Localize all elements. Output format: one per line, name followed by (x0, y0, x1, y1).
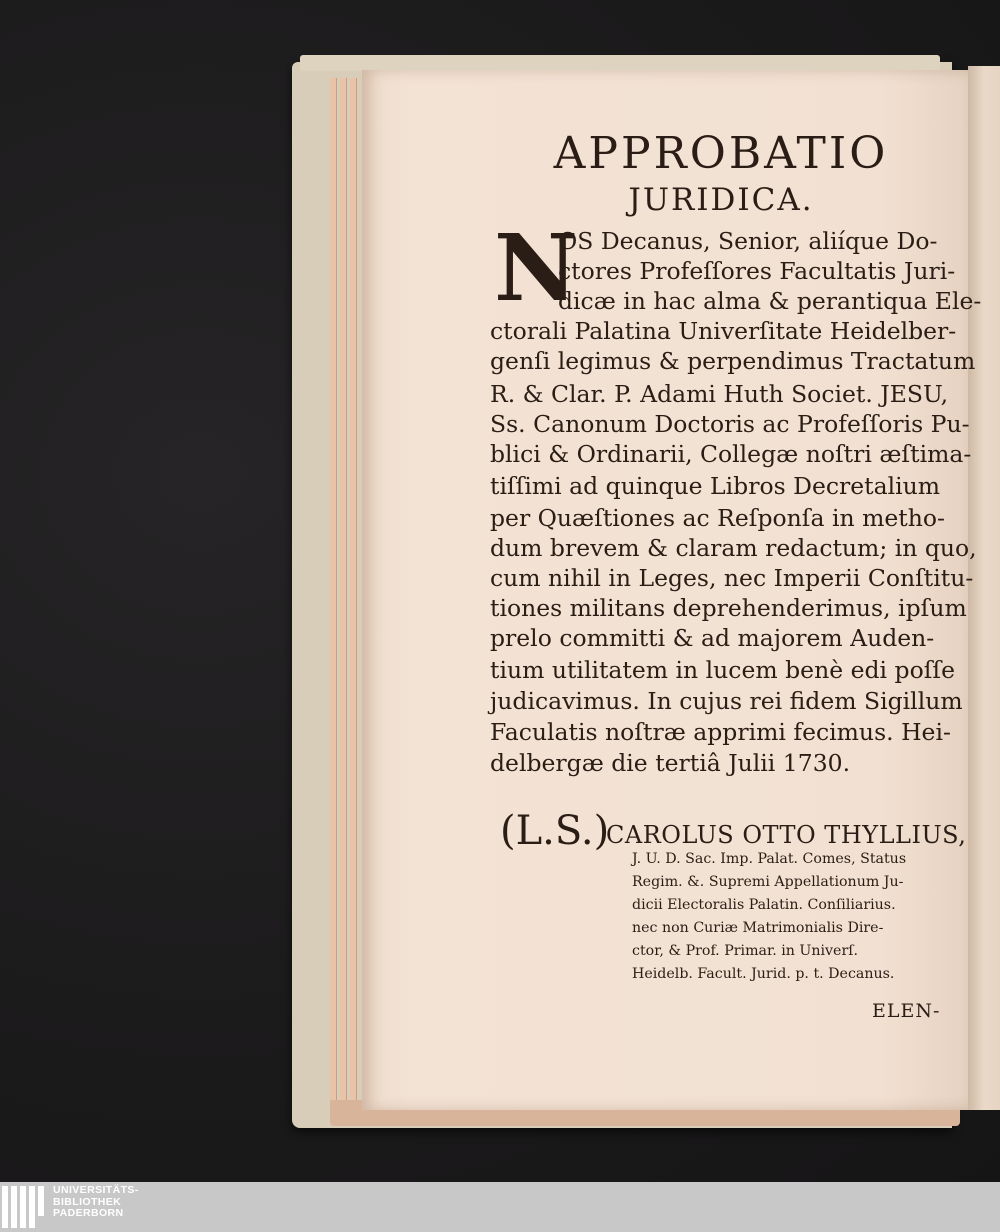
text-line: prelo committi & ad majorem Auden- (490, 624, 935, 652)
text-line: blici & Ordinarii, Collegæ noſtri æſtima- (490, 440, 972, 468)
page-edge (330, 78, 337, 1108)
text-line: dum brevem & claram redactum; in quo, (490, 534, 977, 562)
text-line: OS Decanus, Senior, aliíque Do- (558, 227, 938, 255)
catchword: ELEN- (872, 1000, 941, 1022)
text-line: cum nihil in Leges, nec Imperii Conſtitu- (490, 564, 974, 592)
text-line: dicæ in hac alma & perantiqua Ele- (558, 287, 982, 315)
signer-title-line: dicii Electoralis Palatin. Conſiliarius. (632, 897, 896, 913)
logo-line: PADERBORN (53, 1207, 124, 1219)
library-logo-icon (0, 1186, 46, 1228)
signer-title-line: Regim. &. Supremi Appellationum Ju- (632, 874, 904, 890)
signer-title-line: Heidelb. Facult. Jurid. p. t. Decanus. (632, 966, 895, 982)
seal-mark: (L.S.) (500, 808, 610, 854)
library-footer (0, 1182, 1000, 1232)
text-line: ctorali Palatina Univerſitate Heidelber- (490, 317, 957, 345)
text-line: delbergæ die tertiâ Julii 1730. (490, 749, 851, 777)
drop-initial: N (494, 214, 579, 322)
text-line: R. & Clar. P. Adami Huth Societ. JESU, (490, 380, 949, 408)
signer-title-line: ctor, & Prof. Primar. in Univerſ. (632, 943, 858, 959)
text-line: tium utilitatem in lucem benè edi poſſe (490, 656, 956, 684)
text-line: Faculatis noſtræ apprimi fecimus. Hei- (490, 718, 951, 746)
text-line: ctores Profeſſores Facultatis Juri- (558, 257, 956, 285)
page-edge (350, 78, 357, 1108)
page-title: APPROBATIO (553, 128, 889, 179)
text-line: genſi legimus & perpendimus Tractatum (490, 347, 976, 375)
book-cover-top (300, 55, 940, 71)
logo-line: UNIVERSITÄTS- (53, 1184, 139, 1196)
page-subtitle: JURIDICA. (628, 182, 814, 218)
signer-title-line: nec non Curiæ Matrimonialis Dire- (632, 920, 884, 936)
page-edge (340, 78, 347, 1108)
text-line: Ss. Canonum Doctoris ac Profeſſoris Pu- (490, 410, 970, 438)
signer-name: CAROLUS OTTO THYLLIUS, (606, 821, 967, 849)
text-line: per Quæſtiones ac Reſponſa in metho- (490, 504, 945, 532)
signer-title-line: J. U. D. Sac. Imp. Palat. Comes, Status (632, 851, 907, 867)
text-line: tiones militans deprehenderimus, ipſum (490, 594, 967, 622)
logo-line: BIBLIOTHEK (53, 1195, 122, 1208)
library-logo-text (53, 1185, 139, 1220)
text-line: judicavimus. In cujus rei fidem Sigillum (490, 687, 963, 715)
text-line: tiſſimi ad quinque Libros Decretalium (490, 472, 941, 500)
